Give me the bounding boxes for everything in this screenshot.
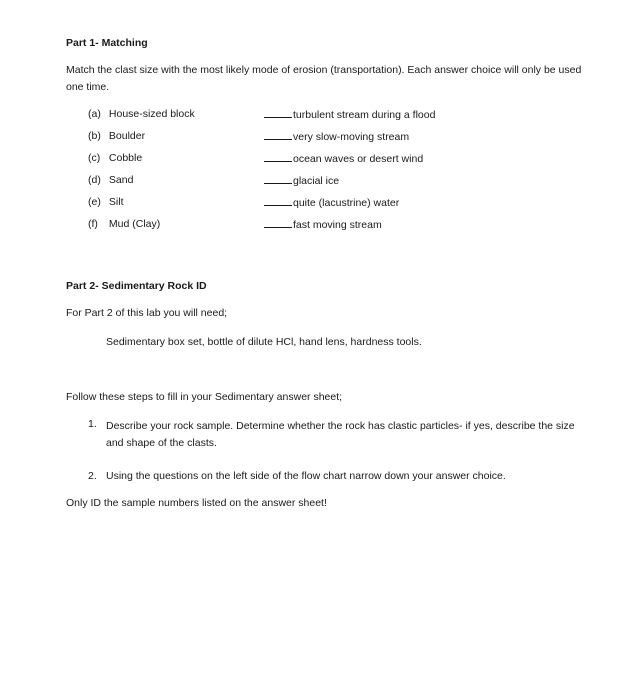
- clast-name: House-sized block: [108, 108, 195, 120]
- mode-item: [264, 196, 399, 209]
- part1-instructions: Match the clast size with the most likely mode of erosion (transportation). Each answer choice will only be used one time.: [66, 64, 582, 93]
- clast-letter: (a): [88, 108, 101, 120]
- step-text-1: Describe your rock sample. Determine whether the rock has clastic particles- if yes, describe the size and shape of the clasts.: [106, 420, 575, 449]
- mode-item: [264, 108, 435, 121]
- clast-letter: (c): [88, 152, 101, 164]
- mode-text: fast moving stream: [293, 219, 382, 231]
- clast-name: Silt: [108, 196, 124, 208]
- mode-item: [264, 152, 423, 165]
- clast-item-f: [88, 218, 160, 230]
- step-text-2: Using the questions on the left side of the flow chart narrow down your answer choice.: [106, 470, 506, 482]
- clast-item-e: [88, 196, 124, 208]
- part2-materials: Sedimentary box set, bottle of dilute HCl, hand lens, hardness tools.: [106, 336, 422, 348]
- clast-name: Mud (Clay): [108, 218, 161, 230]
- clast-item-c: [88, 152, 142, 164]
- clast-letter: (e): [88, 196, 101, 208]
- answer-blank[interactable]: [264, 130, 292, 140]
- answer-blank[interactable]: [264, 108, 292, 118]
- part2-footer-note: Only ID the sample numbers listed on the answer sheet!: [66, 497, 327, 509]
- answer-blank[interactable]: [264, 174, 292, 184]
- part2-need-text: For Part 2 of this lab you will need;: [66, 307, 228, 319]
- mode-text: turbulent stream during a flood: [293, 109, 436, 121]
- clast-letter: (f): [88, 218, 98, 230]
- part1-heading: Part 1- Matching: [66, 37, 148, 49]
- clast-item-d: [88, 174, 133, 186]
- answer-blank[interactable]: [264, 196, 292, 206]
- clast-letter: (d): [88, 174, 101, 186]
- mode-item: [264, 218, 382, 231]
- clast-item-b: [88, 130, 145, 142]
- mode-item: [264, 130, 409, 143]
- mode-item: [264, 174, 339, 187]
- step-number-2: 2.: [88, 470, 97, 482]
- mode-text: glacial ice: [293, 175, 340, 187]
- clast-item-a: [88, 108, 195, 120]
- clast-name: Cobble: [108, 152, 143, 164]
- answer-blank[interactable]: [264, 152, 292, 162]
- clast-name: Sand: [108, 174, 134, 186]
- mode-text: very slow-moving stream: [293, 131, 410, 143]
- mode-text: quite (lacustrine) water: [293, 197, 400, 209]
- part2-heading: Part 2- Sedimentary Rock ID: [66, 280, 207, 292]
- clast-letter: (b): [88, 130, 101, 142]
- answer-blank[interactable]: [264, 218, 292, 228]
- mode-text: ocean waves or desert wind: [293, 153, 424, 165]
- clast-name: Boulder: [108, 130, 146, 142]
- part2-steps-intro: Follow these steps to fill in your Sedimentary answer sheet;: [66, 391, 343, 403]
- step-number-1: 1.: [88, 418, 97, 430]
